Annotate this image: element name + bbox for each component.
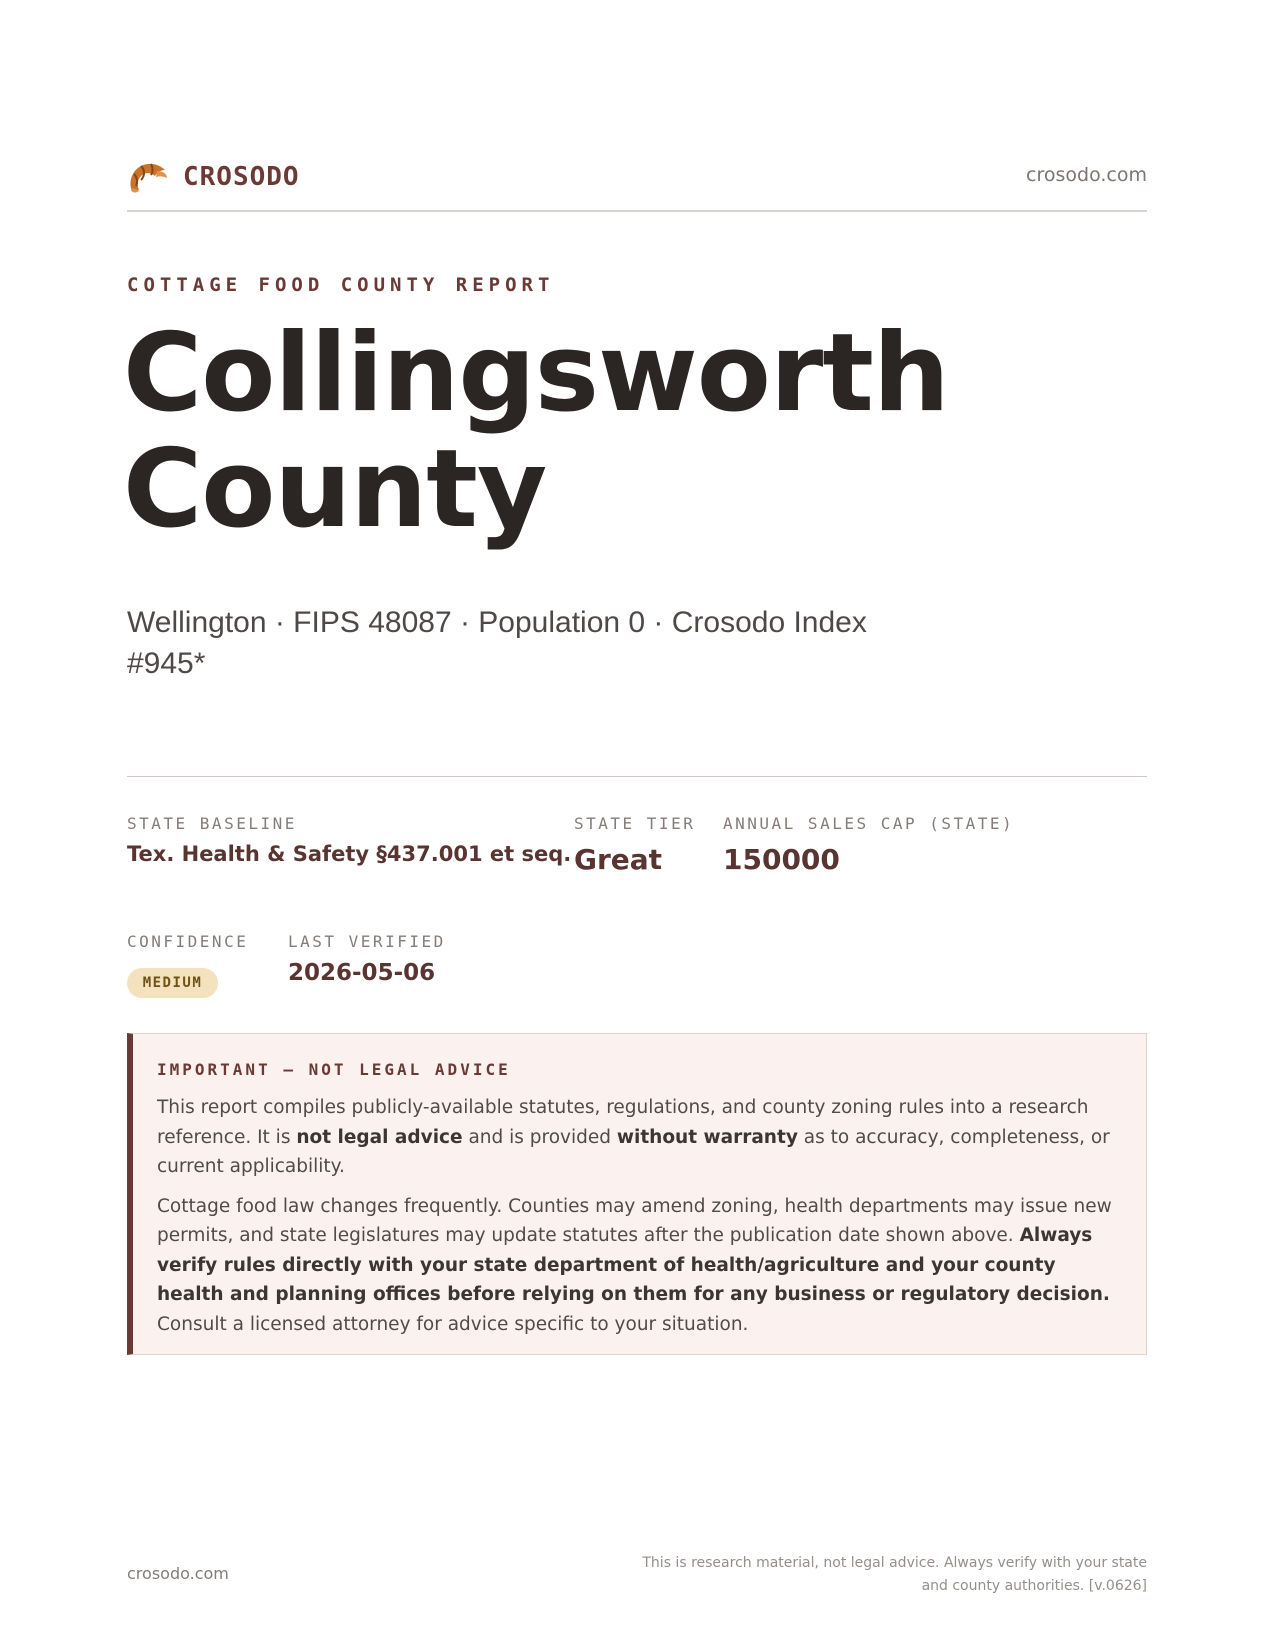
- disclaimer-emphasis: not legal advice: [296, 1126, 463, 1148]
- footer-url[interactable]: crosodo.com: [127, 1564, 229, 1583]
- disclaimer-text: This report compiles publicly-available statutes, regulations, and county zoning rules into a research reference. It is: [157, 1097, 1089, 1148]
- page-header: [127, 158, 1147, 212]
- report-eyebrow: COTTAGE FOOD COUNTY REPORT: [127, 274, 555, 296]
- state-tier-label: STATE TIER: [574, 814, 696, 833]
- legal-disclaimer-callout: [127, 1033, 1147, 1355]
- report-page: [123, 0, 1147, 1650]
- disclaimer-paragraph: [157, 1192, 1122, 1340]
- disclaimer-text: Cottage food law changes frequently. Counties may amend zoning, health departments may issue new permits, and state legislatures may update statutes after the publication date shown above.: [157, 1195, 1112, 1246]
- state-baseline-label: STATE BASELINE: [127, 814, 297, 833]
- brand: [127, 158, 300, 196]
- footer-note: This is research material, not legal advice. Always verify with your state and county authorities. [v.0626]: [642, 1555, 1147, 1594]
- confidence-label: CONFIDENCE: [127, 932, 249, 951]
- disclaimer-text: Consult a licensed attorney for advice specific to your situation.: [157, 1313, 749, 1335]
- state-baseline-value: Tex. Health & Safety §437.001 et seq.: [127, 842, 572, 866]
- sales-cap-value: 150000: [723, 843, 840, 876]
- header-url[interactable]: crosodo.com: [1026, 164, 1147, 186]
- disclaimer-text: and is provided: [462, 1126, 617, 1148]
- state-tier-value: Great: [574, 843, 663, 876]
- sales-cap-label: ANNUAL SALES CAP (STATE): [723, 814, 1015, 833]
- page-title: Collingsworth County: [123, 311, 949, 552]
- disclaimer-paragraph: [157, 1093, 1122, 1182]
- croissant-icon: [127, 158, 169, 196]
- disclaimer-text: as to accuracy, completeness, or current applicability.: [157, 1126, 1110, 1177]
- last-verified-value: 2026-05-06: [288, 960, 436, 986]
- county-subtitle: Wellington · FIPS 48087 · Population 0 · Crosodo Index #945*: [127, 606, 867, 680]
- brand-name: CROSODO: [183, 162, 300, 192]
- disclaimer-emphasis: without warranty: [616, 1126, 798, 1148]
- disclaimer-emphasis: Always verify rules directly with your state department of health/agriculture and your county health and planning offices before relying on them for any business or regulatory decision.: [157, 1225, 1110, 1305]
- disclaimer-heading: IMPORTANT — NOT LEGAL ADVICE: [157, 1060, 511, 1079]
- section-divider: [127, 776, 1147, 777]
- last-verified-label: LAST VERIFIED: [288, 932, 446, 951]
- confidence-badge: MEDIUM: [127, 968, 218, 998]
